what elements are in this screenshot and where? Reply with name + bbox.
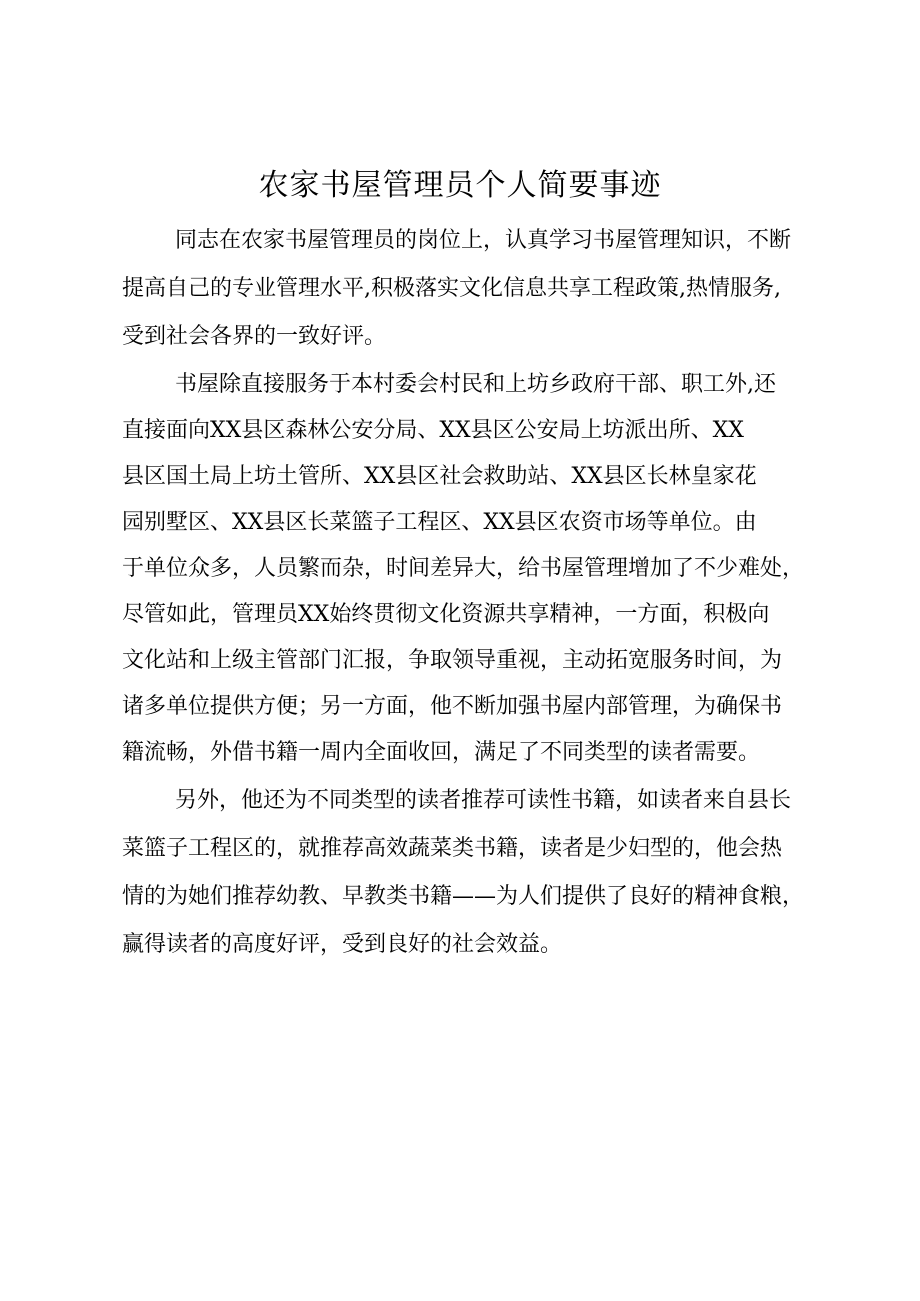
paragraph-2-line-1: 书屋除直接服务于本村委会村民和上坊乡政府干部、职工外,还 (175, 372, 776, 397)
paragraph-3-line-3: 情的为她们推荐幼教、早教类书籍——为人们提供了良好的精神食粮， (122, 884, 805, 909)
paragraph-2-line-3: 县区国土局上坊土管所、XX县区社会救助站、XX县区长林皇家花 (122, 464, 757, 489)
paragraph-2-line-7: 文化站和上级主管部门汇报，争取领导重视，主动拓宽服务时间，为 (122, 648, 783, 673)
paragraph-1-line-2: 提高自己的专业管理水平,积极落实文化信息共享工程政策,热情服务, (122, 276, 781, 301)
paragraph-2-line-6: 尽管如此，管理员XX始终贯彻文化资源共享精神，一方面，积极向 (122, 602, 770, 627)
paragraph-2-line-4: 园别墅区、XX县区长菜篮子工程区、XX县区农资市场等单位。由 (122, 510, 757, 535)
document-title: 农家书屋管理员个人简要事迹 (258, 168, 662, 203)
paragraph-3-line-4: 赢得读者的高度好评，受到良好的社会效益。 (122, 932, 563, 957)
paragraph-2-line-5: 于单位众多，人员繁而杂，时间差异大，给书屋管理增加了不少难处， (122, 556, 805, 581)
paragraph-2-line-9: 籍流畅，外借书籍一周内全面收回，满足了不同类型的读者需要。 (122, 740, 761, 765)
paragraph-3-line-1: 另外，他还为不同类型的读者推荐可读性书籍，如读者来自县长 (175, 788, 792, 813)
paragraph-1-line-1: 同志在农家书屋管理员的岗位上，认真学习书屋管理知识，不断 (175, 228, 792, 253)
paragraph-3-line-2: 菜篮子工程区的，就推荐高效蔬菜类书籍，读者是少妇型的，他会热 (122, 836, 783, 861)
paragraph-2-line-8: 诸多单位提供方便；另一方面，他不断加强书屋内部管理，为确保书 (122, 694, 783, 719)
paragraph-1-line-3: 受到社会各界的一致好评。 (122, 324, 387, 349)
paragraph-2-line-2: 直接面向XX县区森林公安分局、XX县区公安局上坊派出所、XX (122, 418, 744, 443)
